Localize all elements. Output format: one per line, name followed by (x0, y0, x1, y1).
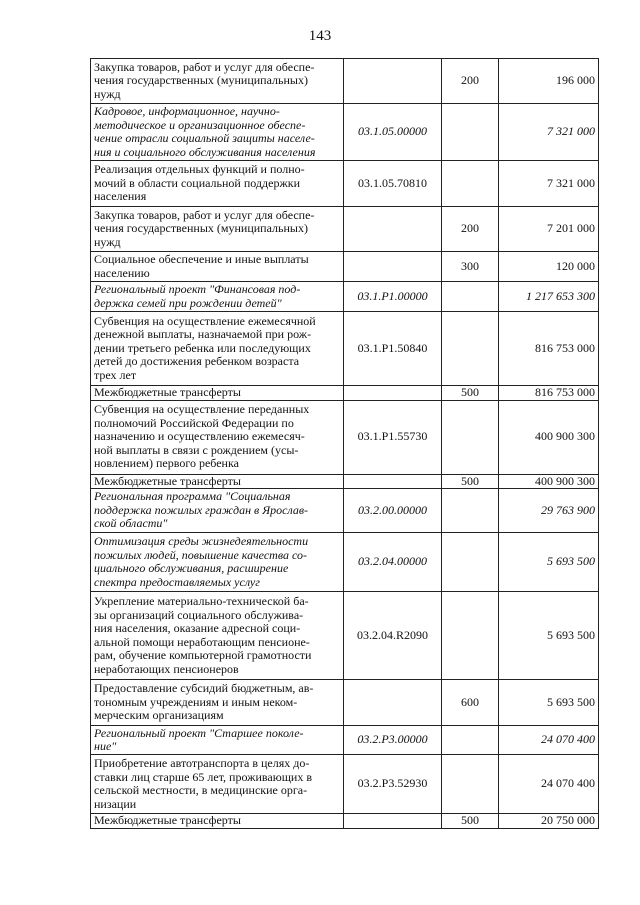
table-row (91, 726, 599, 755)
row-name-cell: Закупка товаров, работ и услуг для обеспе- чения государственных (муниципальных) нужд (91, 59, 344, 104)
row-code-cell (344, 207, 442, 252)
row-amount-cell: 24 070 400 (499, 755, 599, 814)
row-amount-cell: 5 693 500 (499, 680, 599, 726)
row-code-cell (344, 386, 442, 401)
row-amount-cell: 7 201 000 (499, 207, 599, 252)
row-code-cell (344, 814, 442, 829)
row-amount-cell: 7 321 000 (499, 161, 599, 207)
row-expense-type-cell: 200 (442, 59, 499, 104)
row-code-cell: 03.1.05.00000 (344, 104, 442, 161)
row-expense-type-cell (442, 282, 499, 312)
table-row (91, 161, 599, 207)
row-code-cell (344, 252, 442, 282)
table-row (91, 282, 599, 312)
row-amount-cell: 24 070 400 (499, 726, 599, 755)
row-expense-type-cell (442, 755, 499, 814)
row-amount-cell: 400 900 300 (499, 400, 599, 474)
row-amount-cell: 816 753 000 (499, 312, 599, 386)
table-row (91, 252, 599, 282)
row-name-cell: Кадровое, информационное, научно- методическое и организационное обеспе- чение отрасли социальной защиты населе- ния и социального обслуживания населения (91, 104, 344, 161)
row-amount-cell: 5 693 500 (499, 592, 599, 680)
row-code-cell: 03.1.05.70810 (344, 161, 442, 207)
row-name-cell: Субвенция на осуществление ежемесячной денежной выплаты, назначаемой при рож- дении третьего ребенка или последующих детей до достижения ребенком возраста трех лет (91, 312, 344, 386)
row-amount-cell: 196 000 (499, 59, 599, 104)
row-expense-type-cell: 500 (442, 474, 499, 489)
row-expense-type-cell: 600 (442, 680, 499, 726)
budget-table (90, 58, 599, 829)
table-row (91, 474, 599, 489)
row-name-cell: Межбюджетные трансферты (91, 474, 344, 489)
row-name-cell: Приобретение автотранспорта в целях до- ставки лиц старше 65 лет, проживающих в сельской местности, в медицинские орга- низации (91, 755, 344, 814)
row-code-cell (344, 59, 442, 104)
row-amount-cell: 400 900 300 (499, 474, 599, 489)
row-code-cell (344, 474, 442, 489)
row-amount-cell: 20 750 000 (499, 814, 599, 829)
table-row (91, 104, 599, 161)
row-code-cell: 03.2.04.R2090 (344, 592, 442, 680)
row-code-cell: 03.2.04.00000 (344, 533, 442, 592)
row-expense-type-cell: 200 (442, 207, 499, 252)
table-row (91, 592, 599, 680)
table-row (91, 680, 599, 726)
row-amount-cell: 816 753 000 (499, 386, 599, 401)
table-row (91, 400, 599, 474)
row-expense-type-cell: 500 (442, 386, 499, 401)
row-code-cell: 03.1.P1.00000 (344, 282, 442, 312)
row-code-cell: 03.1.P1.50840 (344, 312, 442, 386)
row-name-cell: Межбюджетные трансферты (91, 814, 344, 829)
page-number: 143 (308, 28, 332, 44)
row-code-cell: 03.2.P3.52930 (344, 755, 442, 814)
row-expense-type-cell: 500 (442, 814, 499, 829)
row-name-cell: Региональный проект "Финансовая под- держка семей при рождении детей" (91, 282, 344, 312)
row-amount-cell: 5 693 500 (499, 533, 599, 592)
row-amount-cell: 29 763 900 (499, 489, 599, 533)
row-code-cell: 03.1.P1.55730 (344, 400, 442, 474)
row-name-cell: Социальное обеспечение и иные выплаты населению (91, 252, 344, 282)
row-code-cell: 03.2.P3.00000 (344, 726, 442, 755)
row-code-cell: 03.2.00.00000 (344, 489, 442, 533)
budget-table-body (91, 59, 599, 829)
row-expense-type-cell (442, 312, 499, 386)
table-row (91, 386, 599, 401)
row-amount-cell: 120 000 (499, 252, 599, 282)
row-code-cell (344, 680, 442, 726)
row-name-cell: Закупка товаров, работ и услуг для обеспе- чения государственных (муниципальных) нужд (91, 207, 344, 252)
row-name-cell: Укрепление материально-технической ба- зы организаций социального обслужива- ния населения, оказание адресной соци- альной помощи неработающим пенсионе- рам, обучение компьютерной грамотности неработающих пенсионеров (91, 592, 344, 680)
row-expense-type-cell (442, 726, 499, 755)
row-amount-cell: 7 321 000 (499, 104, 599, 161)
row-expense-type-cell (442, 104, 499, 161)
row-name-cell: Региональный проект "Старшее поколе- ние" (91, 726, 344, 755)
row-name-cell: Предоставление субсидий бюджетным, ав- тономным учреждениям и иным неком- мерческим организациям (91, 680, 344, 726)
table-row (91, 207, 599, 252)
table-row (91, 312, 599, 386)
table-row (91, 814, 599, 829)
table-row (91, 59, 599, 104)
row-name-cell: Региональная программа "Социальная поддержка пожилых граждан в Ярослав- ской области" (91, 489, 344, 533)
table-row (91, 489, 599, 533)
row-expense-type-cell (442, 533, 499, 592)
table-row (91, 755, 599, 814)
row-expense-type-cell (442, 489, 499, 533)
row-expense-type-cell (442, 400, 499, 474)
row-expense-type-cell (442, 592, 499, 680)
row-name-cell: Реализация отдельных функций и полно- мочий в области социальной поддержки населения (91, 161, 344, 207)
row-name-cell: Межбюджетные трансферты (91, 386, 344, 401)
row-amount-cell: 1 217 653 300 (499, 282, 599, 312)
row-expense-type-cell (442, 161, 499, 207)
row-expense-type-cell: 300 (442, 252, 499, 282)
row-name-cell: Субвенция на осуществление переданных полномочий Российской Федерации по назначению и осуществлению ежемесяч- ной выплаты в связи с рождением (усы- новлением) первого ребенка (91, 400, 344, 474)
row-name-cell: Оптимизация среды жизнедеятельности пожилых людей, повышение качества со- циального обслуживания, расширение спектра предоставляемых услуг (91, 533, 344, 592)
table-row (91, 533, 599, 592)
